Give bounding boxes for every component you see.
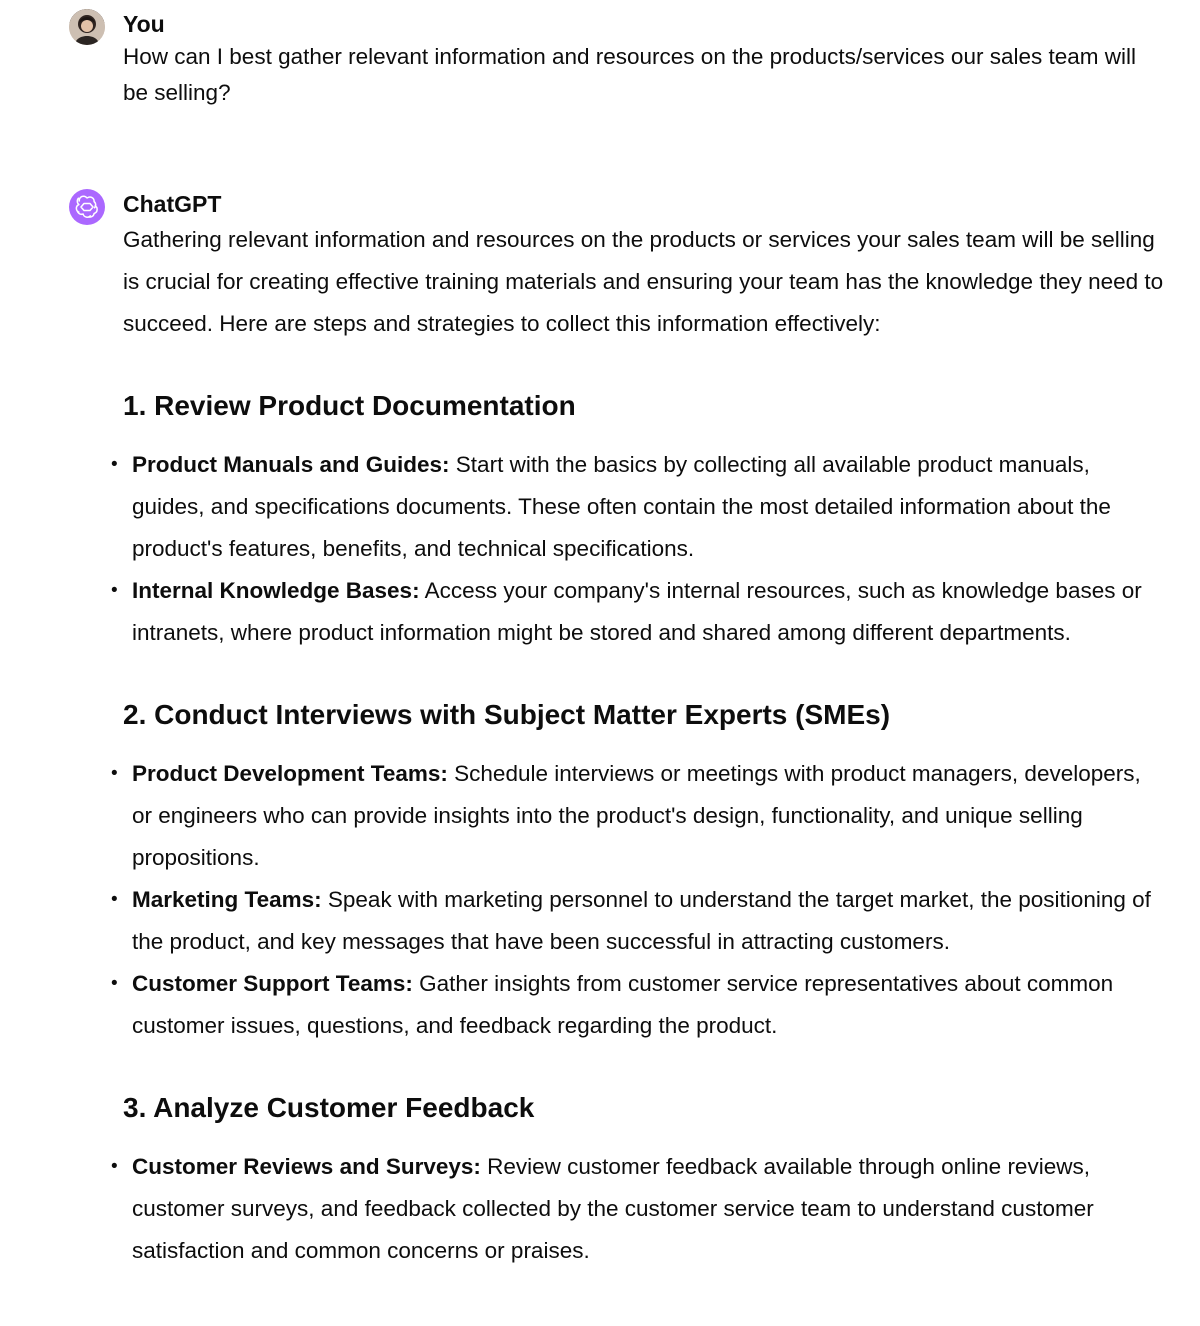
list-item-text: Gather insights from customer service representatives about common customer issues, questions, and feedback regarding the product.	[132, 971, 1114, 1038]
assistant-author-name: ChatGPT	[123, 191, 222, 217]
list-item	[123, 444, 1167, 570]
user-avatar-photo-icon	[69, 9, 105, 45]
list-item	[123, 1146, 1167, 1272]
assistant-avatar	[69, 189, 105, 225]
list-item	[123, 963, 1167, 1047]
list-item-text: Review customer feedback available through online reviews, customer surveys, and feedback collected by the customer service team to understand customer satisfaction and common concerns or praises.	[132, 1154, 1094, 1263]
list-item	[123, 753, 1167, 879]
list-item-label: Marketing Teams:	[132, 887, 322, 912]
list-item	[123, 879, 1167, 963]
list-item-label: Customer Reviews and Surveys:	[132, 1154, 481, 1179]
list-item-label: Product Manuals and Guides:	[132, 452, 450, 477]
list-item-label: Internal Knowledge Bases:	[132, 578, 420, 603]
list-item-text: Speak with marketing personnel to understand the target market, the positioning of the product, and key messages that have been successful in attracting customers.	[132, 887, 1151, 954]
user-message-text: How can I best gather relevant information and resources on the products/services our sales team will be selling?	[123, 44, 1143, 105]
bullet-list-product-documentation	[123, 444, 1167, 654]
list-item-text: Start with the basics by collecting all available product manuals, guides, and specifications documents. These often contain the most detailed information about the product's features, benefits, and technical specifications.	[132, 452, 1111, 561]
list-item	[123, 570, 1167, 654]
bullet-list-sme-interviews	[123, 753, 1167, 1047]
list-item-label: Customer Support Teams:	[132, 971, 413, 996]
bullet-list-customer-feedback	[123, 1146, 1167, 1272]
user-author-name: You	[123, 11, 165, 37]
list-item-text: Access your company's internal resources, such as knowledge bases or intranets, where product information might be stored and shared among different departments.	[132, 578, 1142, 645]
section-heading-analyze-customer-feedback: 3. Analyze Customer Feedback	[123, 1092, 535, 1123]
section-heading-conduct-interviews: 2. Conduct Interviews with Subject Matter Experts (SMEs)	[123, 699, 891, 730]
section-heading-review-product-documentation: 1. Review Product Documentation	[123, 390, 576, 421]
list-item-label: Product Development Teams:	[132, 761, 448, 786]
openai-logo-icon	[75, 195, 99, 219]
list-item-text: Schedule interviews or meetings with product managers, developers, or engineers who can provide insights into the product's design, functionality, and unique selling propositions.	[132, 761, 1141, 870]
assistant-intro-paragraph: Gathering relevant information and resources on the products or services your sales team will be selling is crucial for creating effective training materials and ensuring your team has the knowledge they need to succeed. Here are steps and strategies to collect this information effectively:	[123, 227, 1164, 336]
user-avatar[interactable]	[69, 9, 105, 45]
